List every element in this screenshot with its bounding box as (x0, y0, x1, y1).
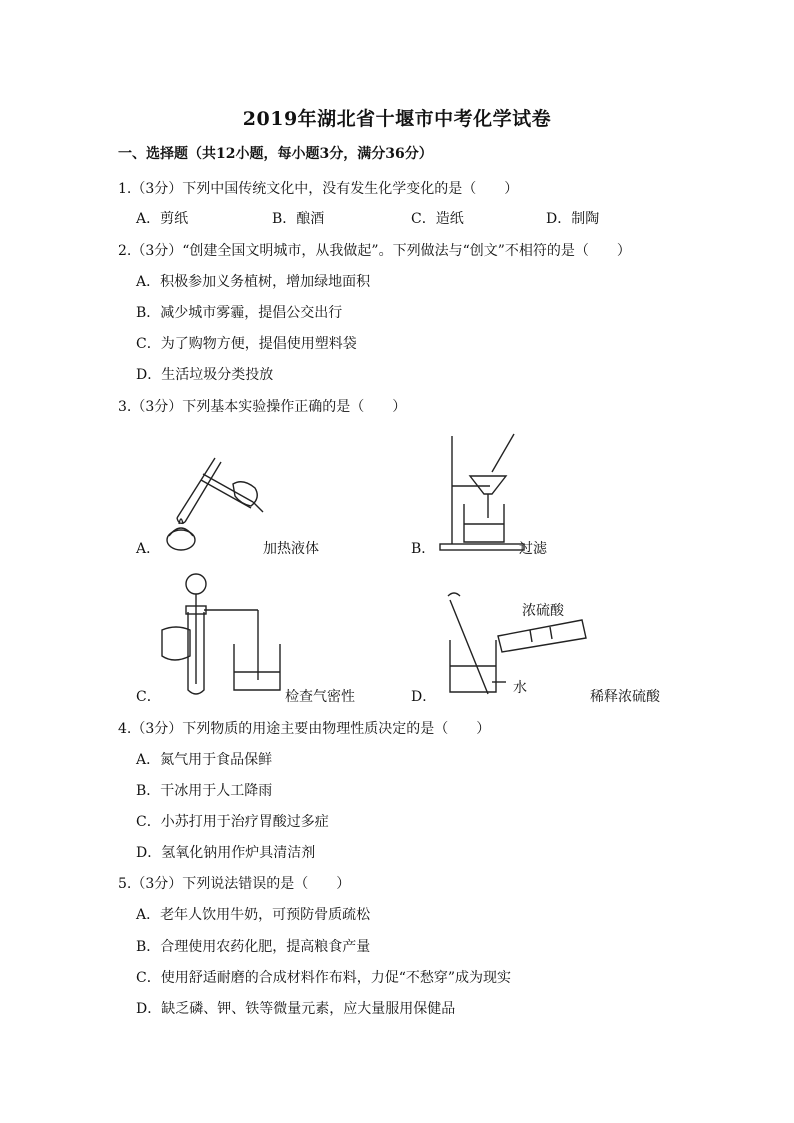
q1-option-d: D．制陶 (546, 211, 600, 227)
heating-liquid-figure (155, 440, 270, 558)
airtightness-figure (160, 572, 285, 700)
section-heading: 一、选择题（共12小题，每小题3分，满分36分） (118, 146, 433, 162)
question-1-stem: 1.（3分）下列中国传统文化中，没有发生化学变化的是（ ） (118, 181, 519, 197)
q2-option-d: D．生活垃圾分类投放 (136, 367, 274, 383)
q3-option-a: A． (136, 541, 161, 557)
q3-option-b: B． (411, 541, 436, 557)
question-3-stem: 3.（3分）下列基本实验操作正确的是（ ） (118, 399, 407, 415)
q4-option-a: A．氮气用于食品保鲜 (136, 752, 273, 768)
q3-label-a: 加热液体 (263, 541, 319, 557)
q2-option-c: C．为了购物方便，提倡使用塑料袋 (136, 336, 357, 352)
q3-label-d: 稀释浓硫酸 (590, 689, 660, 705)
q1-option-c: C．造纸 (411, 211, 464, 227)
q3-label-b: 过滤 (519, 541, 547, 557)
q1-option-b: B．酿酒 (272, 211, 325, 227)
question-4-stem: 4.（3分）下列物质的用途主要由物理性质决定的是（ ） (118, 721, 491, 737)
q3-annotation-water: 水 (513, 680, 527, 696)
q3-label-c: 检查气密性 (285, 689, 355, 705)
q5-option-c: C．使用舒适耐磨的合成材料作布料，力促“不愁穿”成为现实 (136, 970, 512, 986)
q3-option-c: C． (136, 689, 161, 705)
question-2-stem: 2.（3分）“创建全国文明城市，从我做起”。下列做法与“创文”不相符的是（ ） (118, 243, 631, 259)
q3-annotation-acid: 浓硫酸 (522, 603, 564, 619)
q5-option-b: B．合理使用农药化肥，提高粮食产量 (136, 939, 371, 955)
q4-option-c: C．小苏打用于治疗胃酸过多症 (136, 814, 329, 830)
question-5-stem: 5.（3分）下列说法错误的是（ ） (118, 876, 351, 892)
q2-option-b: B．减少城市雾霾，提倡公交出行 (136, 305, 343, 321)
q1-option-a: A．剪纸 (136, 211, 189, 227)
q4-option-d: D．氢氧化钠用作炉具清洁剂 (136, 845, 316, 861)
q3-option-d: D． (411, 689, 437, 705)
page-title: 2019年湖北省十堰市中考化学试卷 (242, 108, 552, 130)
q5-option-a: A．老年人饮用牛奶，可预防骨质疏松 (136, 907, 371, 923)
q5-option-d: D．缺乏磷、钾、铁等微量元素，应大量服用保健品 (136, 1001, 456, 1017)
q4-option-b: B．干冰用于人工降雨 (136, 783, 273, 799)
q2-option-a: A．积极参加义务植树，增加绿地面积 (136, 274, 371, 290)
filtration-figure (430, 432, 530, 556)
